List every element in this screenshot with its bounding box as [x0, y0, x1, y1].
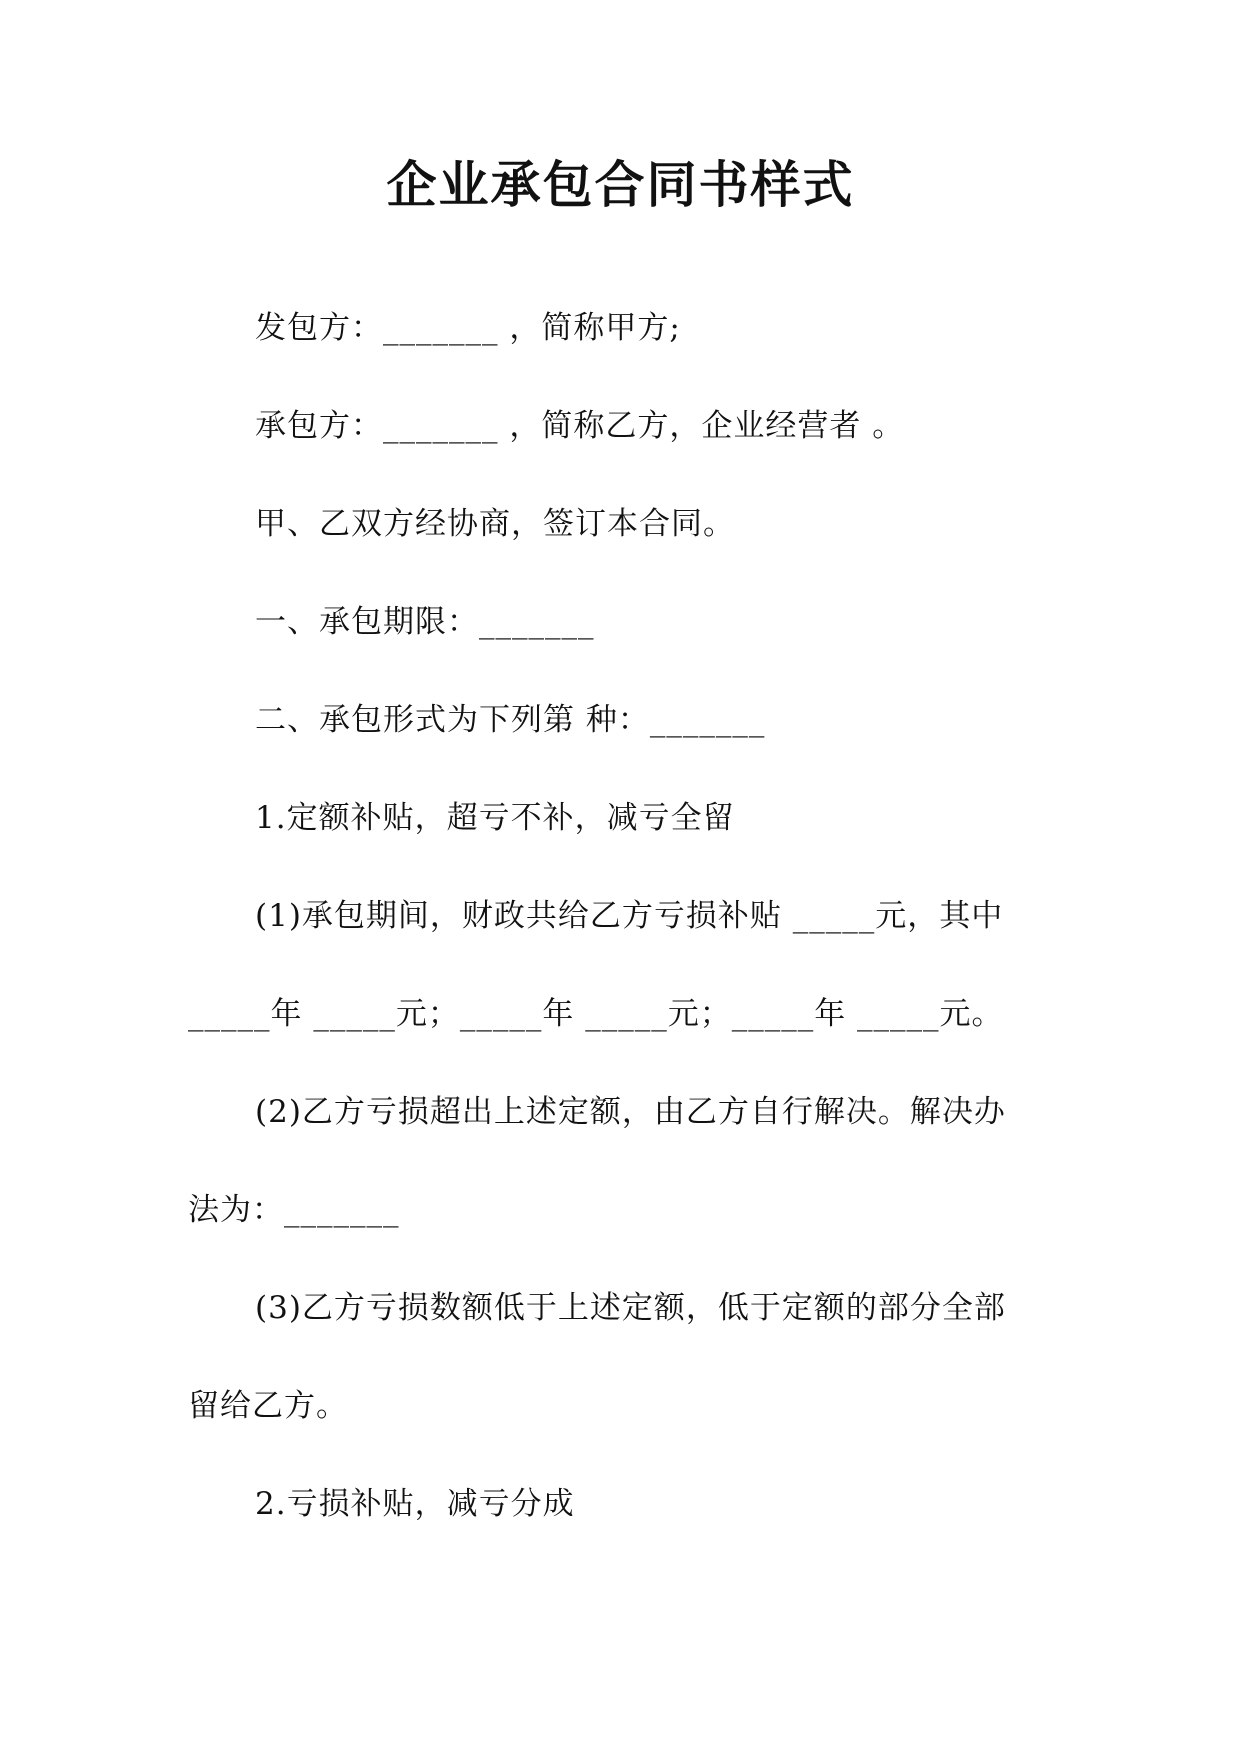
option-1-item-2-line-2: 法为：_______	[188, 1192, 400, 1228]
option-1-heading: 1.定额补贴，超亏不补，减亏全留	[255, 800, 735, 836]
party-b-line: 承包方：_______ ，简称乙方，企业经营者 。	[255, 408, 905, 444]
clause-form-line: 二、承包形式为下列第 种：_______	[255, 702, 766, 738]
clause-term-line: 一、承包期限：_______	[255, 604, 595, 640]
option-2-heading: 2.亏损补贴，减亏分成	[255, 1486, 575, 1522]
option-1-item-1-line-1: (1)承包期间，财政共给乙方亏损补贴 _____元，其中	[255, 898, 1004, 934]
party-a-line: 发包方：_______ ，简称甲方;	[255, 310, 681, 346]
option-1-item-2-line-1: (2)乙方亏损超出上述定额，由乙方自行解决。解决办	[255, 1094, 1006, 1130]
option-1-item-1-line-2: _____年 _____元；_____年 _____元；_____年 _____元。	[188, 996, 1004, 1032]
agreement-line: 甲、乙双方经协商，签订本合同。	[255, 506, 735, 542]
option-1-item-3-line-2: 留给乙方。	[188, 1388, 348, 1424]
option-1-item-3-line-1: (3)乙方亏损数额低于上述定额，低于定额的部分全部	[255, 1290, 1006, 1326]
document-title: 企业承包合同书样式	[386, 156, 855, 214]
